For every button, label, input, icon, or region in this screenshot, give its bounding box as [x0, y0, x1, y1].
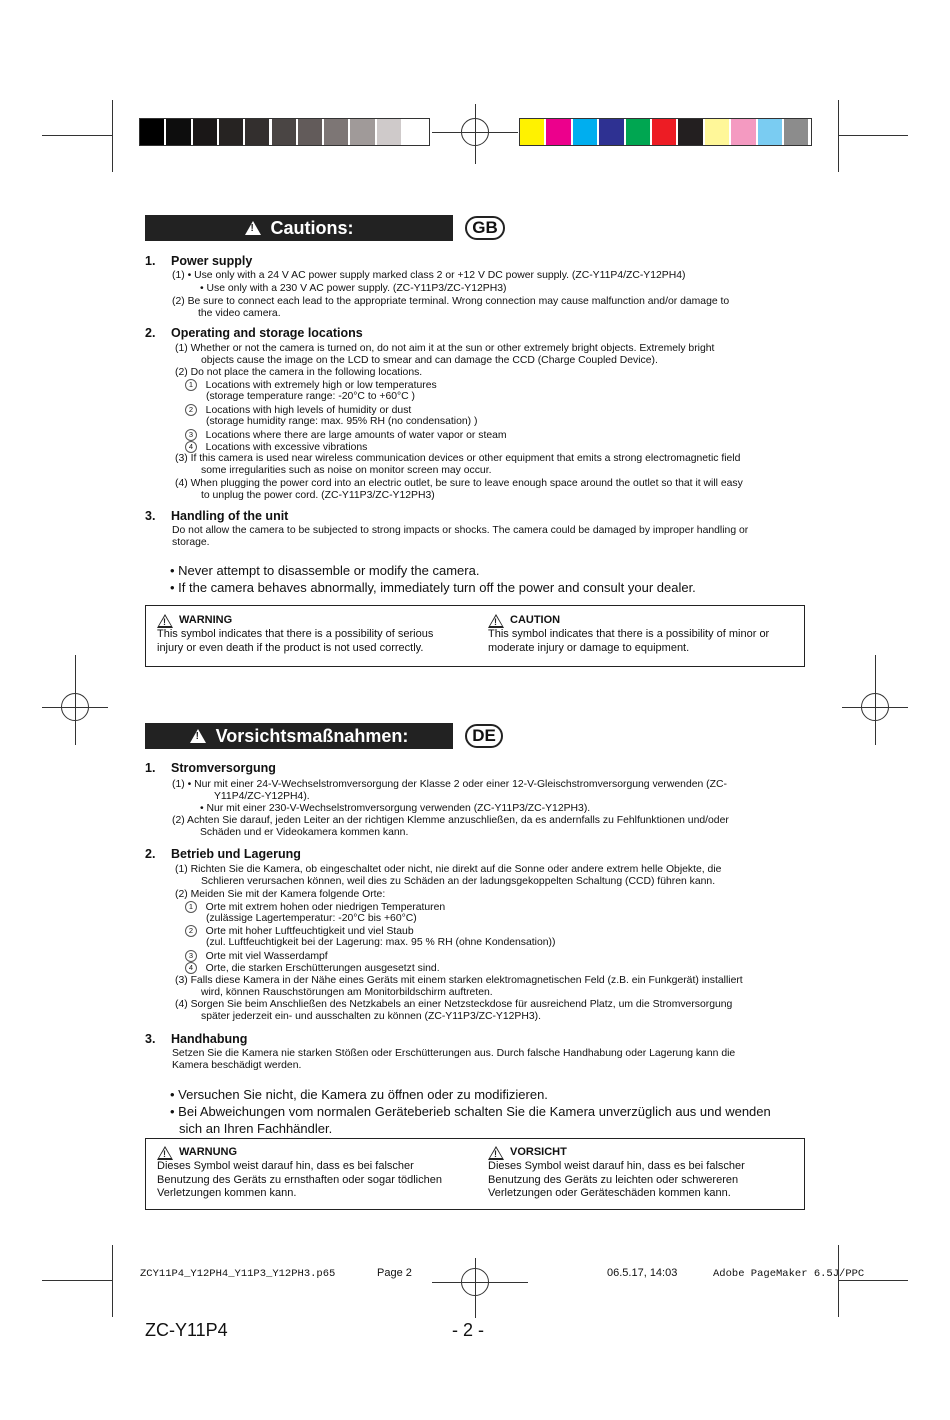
color-swatch: [573, 119, 597, 145]
circled-number: 4: [185, 962, 197, 974]
circled-number: 1: [185, 901, 197, 913]
warning-icon: [245, 221, 261, 235]
text-line: später jederzeit ein- und ausschalten zu können (ZC-Y11P3/ZC-Y12PH3).: [201, 1011, 541, 1022]
list-item: 4 Locations with excessive vibrations: [185, 441, 367, 454]
section-heading: 2. Betrieb und Lagerung: [145, 847, 301, 861]
list-item: 2 Locations with high levels of humidity or dust: [185, 404, 411, 417]
text-line: (4) Sorgen Sie beim Anschließen des Netzkabels an einer Netzsteckdose für ausreichend Platz, um die Stromversorgung: [175, 999, 733, 1010]
section-heading: 1. Stromversorgung: [145, 761, 276, 775]
list-item: 3 Orte mit viel Wasserdampf: [185, 950, 328, 963]
text-line: (storage temperature range: -20°C to +60°C ): [206, 391, 416, 402]
caution-legend: ! CAUTION This symbol indicates that there is a possibility of minor or moderate injury or damage to equipment.: [488, 614, 769, 655]
color-swatch: [520, 119, 544, 145]
circled-number: 3: [185, 950, 197, 962]
section-heading: 1. Power supply: [145, 254, 253, 268]
section-heading: 3. Handhabung: [145, 1032, 248, 1046]
circled-number: 2: [185, 925, 197, 937]
text-line: (1) Whether or not the camera is turned on, do not aim it at the sun or other extremely bright objects. Extremely bright: [175, 343, 715, 354]
caution-icon: [488, 614, 504, 628]
text-line: Kamera beschädigt werden.: [172, 1060, 302, 1071]
section-heading: 2. Operating and storage locations: [145, 326, 363, 340]
circled-number: 3: [185, 429, 197, 441]
bullet-line: sich an Ihren Fachhändler.: [179, 1121, 333, 1136]
text-line: some irregularities such as noise on monitor screen may occur.: [201, 465, 492, 476]
text-line: the video camera.: [198, 308, 281, 319]
text-line: (2) Achten Sie darauf, jeden Leiter an der richtigen Klemme anzuschließen, da es andernfalls zu Fehlfunktionen und/oder: [172, 815, 729, 826]
list-item: 1 Orte mit extrem hohen oder niedrigen Temperaturen: [185, 901, 445, 914]
text-line: (3) If this camera is used near wireless communication devices or other equipment that emits a strong electromagnetic field: [175, 453, 741, 464]
text-line: storage.: [172, 537, 210, 548]
color-swatch: [678, 119, 702, 145]
text-line: Do not allow the camera to be subjected to strong impacts or shocks. The camera could be damaged by improper handling or: [172, 525, 749, 536]
color-swatch: [705, 119, 729, 145]
text-line: Setzen Sie die Kamera nie starken Stößen oder Erschütterungen aus. Durch falsche Handhabung oder Lagerung kann die: [172, 1048, 736, 1059]
text-line: • Use only with a 230 V AC power supply. (ZC-Y11P3/ZC-Y12PH3): [200, 283, 507, 294]
text-line: (1) • Nur mit einer 24-V-Wechselstromversorgung der Klasse 2 oder einer 12-V-Gleischstromversorgung verwenden (ZC-: [172, 779, 727, 790]
footer-page-number: - 2 -: [452, 1320, 485, 1340]
gray-swatch: [219, 119, 243, 145]
text-line: (1) Richten Sie die Kamera, ob eingeschaltet oder nicht, nie direkt auf die Sonne oder andere extrem helle Objekte, die: [175, 864, 722, 875]
text-line: wird, können Rauschstörungen am Monitorbildschirm auftreten.: [201, 987, 493, 998]
gray-swatch: [403, 119, 427, 145]
gray-swatch: [140, 119, 164, 145]
lang-badge-gb: GB: [465, 216, 505, 240]
caution-icon: [488, 1146, 504, 1160]
gray-swatch: [377, 119, 401, 145]
list-item: 1 Locations with extremely high or low temperatures: [185, 379, 437, 392]
circled-number: 2: [185, 404, 197, 416]
bullet-line: • Versuchen Sie nicht, die Kamera zu öffnen oder zu modifizieren.: [170, 1087, 548, 1102]
color-swatch: [546, 119, 570, 145]
slug-app: Adobe PageMaker 6.5J/PPC: [713, 1268, 865, 1280]
text-line: (1) • Use only with a 24 V AC power supply marked class 2 or +12 V DC power supply. (ZC-Y11P4/ZC-Y12PH4): [172, 270, 686, 281]
warning-icon: [157, 614, 173, 628]
list-item: 3 Locations where there are large amounts of water vapor or steam: [185, 429, 507, 442]
text-line: (2) Meiden Sie mit der Kamera folgende Orte:: [175, 889, 386, 900]
section-heading: 3. Handling of the unit: [145, 509, 289, 523]
color-swatch: [652, 119, 676, 145]
warning-icon: [157, 1146, 173, 1160]
color-swatch: [626, 119, 650, 145]
text-line: (zul. Luftfeuchtigkeit bei der Lagerung: max. 95 % RH (ohne Kondensation)): [206, 937, 556, 948]
bullet-line: • Bei Abweichungen vom normalen Geräteberieb schalten Sie die Kamera unverzüglich aus und wenden: [170, 1104, 771, 1119]
gray-swatch: [324, 119, 348, 145]
text-line: (zulässige Lagertemperatur: -20°C bis +60°C): [206, 913, 417, 924]
gray-swatch: [193, 119, 217, 145]
gray-swatch: [350, 119, 374, 145]
text-line: objects cause the image on the LCD to smear and can damage the CCD (Charge Coupled Device).: [201, 355, 658, 366]
gray-swatch: [245, 119, 269, 145]
gray-swatch: [272, 119, 296, 145]
warning-icon: [190, 729, 206, 743]
circled-number: 1: [185, 379, 197, 391]
color-swatch: [731, 119, 755, 145]
text-line: (storage humidity range: max. 95% RH (no condensation) ): [206, 416, 478, 427]
list-item: 4 Orte, die starken Erschütterungen ausgesetzt sind.: [185, 962, 440, 975]
text-line: (2) Do not place the camera in the following locations.: [175, 367, 423, 378]
color-swatch: [758, 119, 782, 145]
text-line: Schlieren verursachen können, weil dies zu Schäden an der ladungsgekoppelten Schaltung (CCD) führen kann.: [201, 876, 716, 887]
color-swatch: [784, 119, 808, 145]
text-line: (4) When plugging the power cord into an electric outlet, be sure to leave enough space around the outlet so that it will easy: [175, 478, 743, 489]
list-item: 2 Orte mit hoher Luftfeuchtigkeit und viel Staub: [185, 925, 414, 938]
footer-model: ZC-Y11P4: [145, 1320, 228, 1340]
bullet-line: • Never attempt to disassemble or modify the camera.: [170, 563, 480, 578]
lang-badge-de: DE: [465, 724, 503, 748]
text-line: Schäden und er Videokamera kommen kann.: [200, 827, 409, 838]
slug-page: Page 2: [377, 1267, 412, 1279]
text-line: Y11P4/ZC-Y12PH4).: [214, 791, 310, 802]
slug-filename: ZCY11P4_Y12PH4_Y11P3_Y12PH3.p65: [140, 1268, 336, 1280]
gray-swatch: [166, 119, 190, 145]
gray-swatch: [298, 119, 322, 145]
vorsicht-header: ! Vorsichtsmaßnahmen:: [145, 723, 453, 749]
slug-date: 06.5.17, 14:03: [607, 1267, 678, 1279]
text-line: (3) Falls diese Kamera in der Nähe eines Geräts mit einem starken elektromagnetischen Feld (z.B. ein Funkgerät) installiert: [175, 975, 743, 986]
vorsicht-legend: ! VORSICHT Dieses Symbol weist darauf hin, dass es bei falscher Benutzung des Geräts zu leichten oder schwereren Verletzungen oder Geräteschäden kommen kann.: [488, 1146, 745, 1201]
cautions-header: ! Cautions:: [145, 215, 453, 241]
warning-legend: ! WARNING This symbol indicates that there is a possibility of serious injury or even death if the product is not used correctly.: [157, 614, 433, 655]
circled-number: 4: [185, 441, 197, 453]
bullet-line: • If the camera behaves abnormally, immediately turn off the power and consult your dealer.: [170, 580, 696, 595]
text-line: (2) Be sure to connect each lead to the appropriate terminal. Wrong connection may cause malfunction and/or damage to: [172, 296, 730, 307]
color-swatch: [599, 119, 623, 145]
warnung-legend: ! WARNUNG Dieses Symbol weist darauf hin, dass es bei falscher Benutzung des Geräts zu ernsthaften oder sogar tödlichen Verletzungen kommen kann.: [157, 1146, 442, 1201]
text-line: to unplug the power cord. (ZC-Y11P3/ZC-Y12PH3): [201, 490, 435, 501]
text-line: • Nur mit einer 230-V-Wechselstromversorgung verwenden (ZC-Y11P3/ZC-Y12PH3).: [200, 803, 591, 814]
